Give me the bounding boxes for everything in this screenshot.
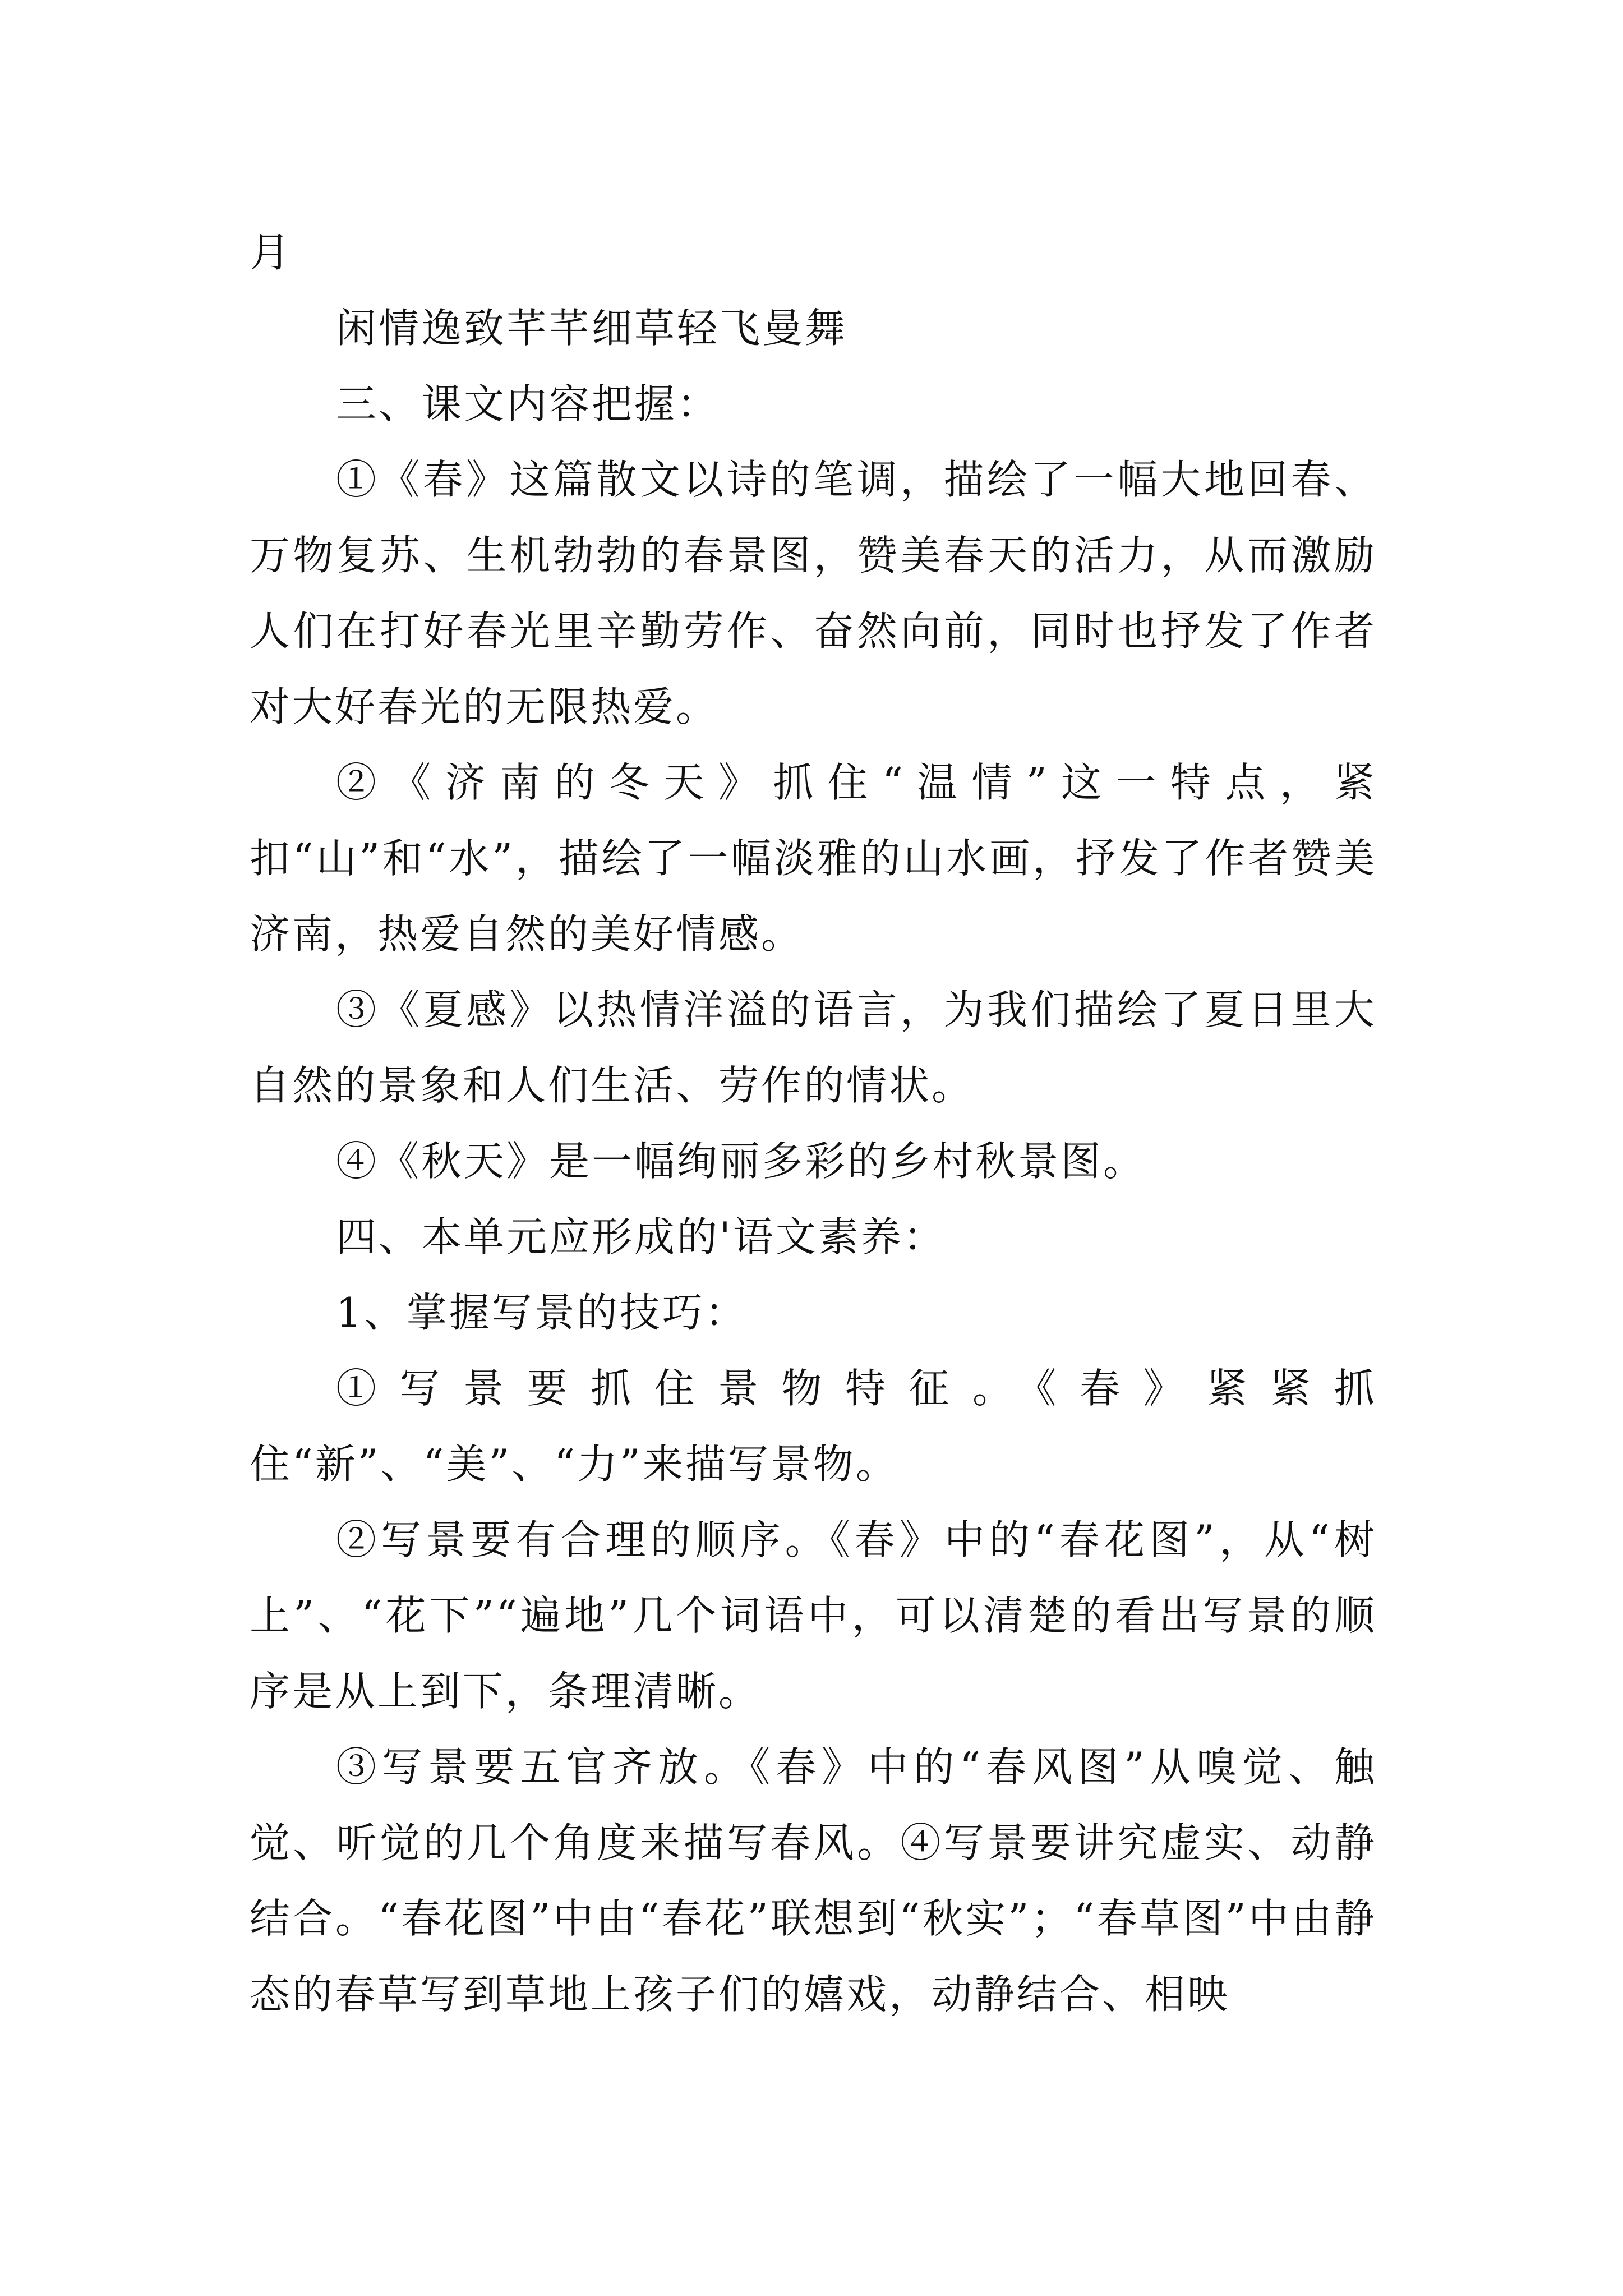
paragraph-2: 闲情逸致芊芊细草轻飞曼舞 — [336, 305, 848, 352]
paragraph-1: 月 — [250, 229, 293, 276]
paragraph-tip-1: ①写景要抓住景物特征。《春》紧紧抓住“新”、“美”、“力”来描写景物。 — [250, 1365, 1377, 1488]
document-body — [250, 215, 1377, 2032]
section-heading-3: 三、课文内容把握： — [336, 380, 720, 427]
section-heading-4: 四、本单元应形成的'语文素养： — [336, 1213, 946, 1260]
paragraph-tip-2: ②写景要有合理的顺序。《春》中的“春花图”，从“树上”、“花下”“遍地”几个词语中，可以清楚的看出写景的顺序是从上到下，条理清晰。 — [250, 1516, 1377, 1715]
paragraph-xia-gan: ③《夏感》以热情洋溢的语言，为我们描绘了夏日里大自然的景象和人们生活、劳作的情状。 — [250, 986, 1377, 1109]
paragraph-jinan-winter: ②《济南的冬天》抓住“温情”这一特点，紧扣“山”和“水”，描绘了一幅淡雅的山水画，抒发了作者赞美济南，热爱自然的美好情感。 — [250, 759, 1377, 958]
subheading-1: 1、掌握写景的技巧： — [336, 1289, 748, 1336]
paragraph-tip-3: ③写景要五官齐放。《春》中的“春风图”从嗅觉、触觉、听觉的几个角度来描写春风。④写景要讲究虚实、动静结合。“春花图”中由“春花”联想到“秋实”；“春草图”中由静态的春草写到草地上孩子们的嬉戏，动静结合、相映 — [250, 1743, 1377, 2018]
paragraph-chun: ①《春》这篇散文以诗的笔调，描绘了一幅大地回春、万物复苏、生机勃勃的春景图，赞美春天的活力，从而激励人们在打好春光里辛勤劳作、奋然向前，同时也抒发了作者对大好春光的无限热爱。 — [250, 456, 1377, 730]
paragraph-qiu-tian: ④《秋天》是一幅绚丽多彩的乡村秋景图。 — [336, 1138, 1146, 1185]
